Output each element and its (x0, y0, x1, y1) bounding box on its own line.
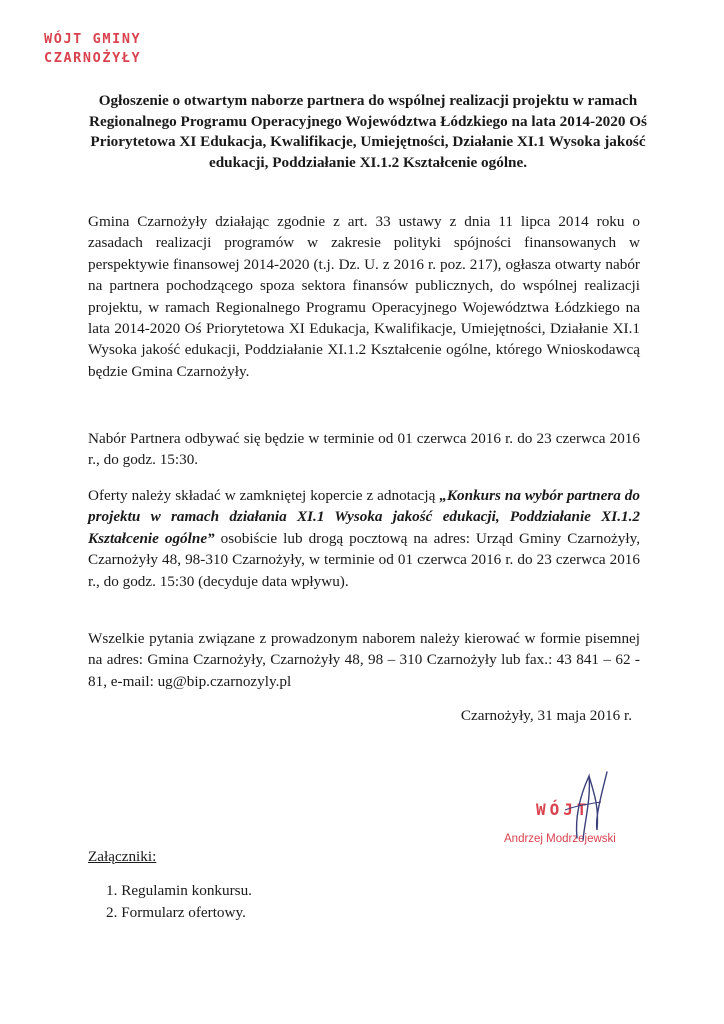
attachments-heading: Załączniki: (88, 848, 157, 865)
header-stamp (44, 30, 141, 68)
attachment-item (88, 880, 252, 902)
attachment-number: 2. (106, 903, 118, 921)
attachment-item (88, 902, 252, 924)
attachment-number: 1. (106, 882, 118, 899)
submission-text-start: Oferty należy składać w zamkniętej kopercie z adnotacją (88, 487, 440, 504)
paragraph-intro: Gmina Czarnożyły działając zgodnie z art. 33 ustawy z dnia 11 lipca 2014 roku o zasadach realizacji programów w zakresie polityki spójności finansowanych w perspektywie finansowej 2014-2020 (t.j. Dz. U. z 2016 r. poz. 217), ogłasza otwarty nabór na partnera pochodzącego spoza sektora finansów publicznych, do wspólnej realizacji projektu, w ramach Regionalnego Programu Operacyjnego Województwa Łódzkiego na lata 2014-2020 Oś Priorytetowa XI Edukacja, Kwalifikacje, Umiejętności, Działanie XI.1 Wysoka jakość edukacji, Poddziałanie XI.1.2 Kształcenie ogólne, którego Wnioskodawcą będzie Gmina Czarnożyły. (88, 213, 640, 380)
announcement-title: Ogłoszenie o otwartym naborze partnera do wspólnej realizacji projektu w ramach Regionalnego Programu Operacyjnego Województwa Łódzkiego na lata 2014-2020 Oś Priorytetowa XI Edukacja, Kwalifikacje, Umiejętności, Działanie XI.1 Wysoka jakość edukacji, Poddziałanie XI.1.2 Kształcenie ogólne. (89, 92, 647, 171)
attachment-label: Regulamin konkursu. (121, 882, 252, 899)
paragraph-submission (88, 485, 640, 592)
date-line: Czarnożyły, 31 maja 2016 r. (460, 707, 632, 724)
stamp-line-municipality: CZARNOŻYŁY (44, 50, 142, 66)
submission-annotation: „Konkurs na wybór partnera do projektu w ramach działania XI.1 Wysoka jakość edukacji, Poddziałanie XI.1.2 Kształcenie ogólne” (88, 487, 640, 547)
paragraph-contact: Wszelkie pytania związane z prowadzonym naborem należy kierować w formie pisemnej na adres: Gmina Czarnożyły, Czarnożyły 48, 98 – 310 Czarnożyły lub fax.: 43 841 – 62 - 81, e-mail: ug@bip.czarnozyly.pl (88, 630, 640, 690)
paragraph-deadline: Nabór Partnera odbywać się będzie w terminie od 01 czerwca 2016 r. do 23 czerwca 2016 r., do godz. 15:30. (88, 430, 640, 469)
submission-text-end: osobiście lub drogą pocztową na adres: Urząd Gminy Czarnożyły, Czarnożyły 48, 98-310 Czarnożyły, w terminie od 01 czerwca 2016 r. do 23 czerwca 2016 r., do godz. 15:30 (decyduje data wpływu). (88, 529, 641, 590)
handwritten-signature (555, 768, 615, 848)
signature-stamp-title: WÓJT (536, 800, 591, 819)
signature-stamp-name: Andrzej Modrzejewski (504, 833, 616, 845)
attachments-list (88, 880, 252, 923)
stamp-line-office: WÓJT GMINY (44, 31, 142, 47)
attachment-label: Formularz ofertowy. (121, 903, 246, 921)
